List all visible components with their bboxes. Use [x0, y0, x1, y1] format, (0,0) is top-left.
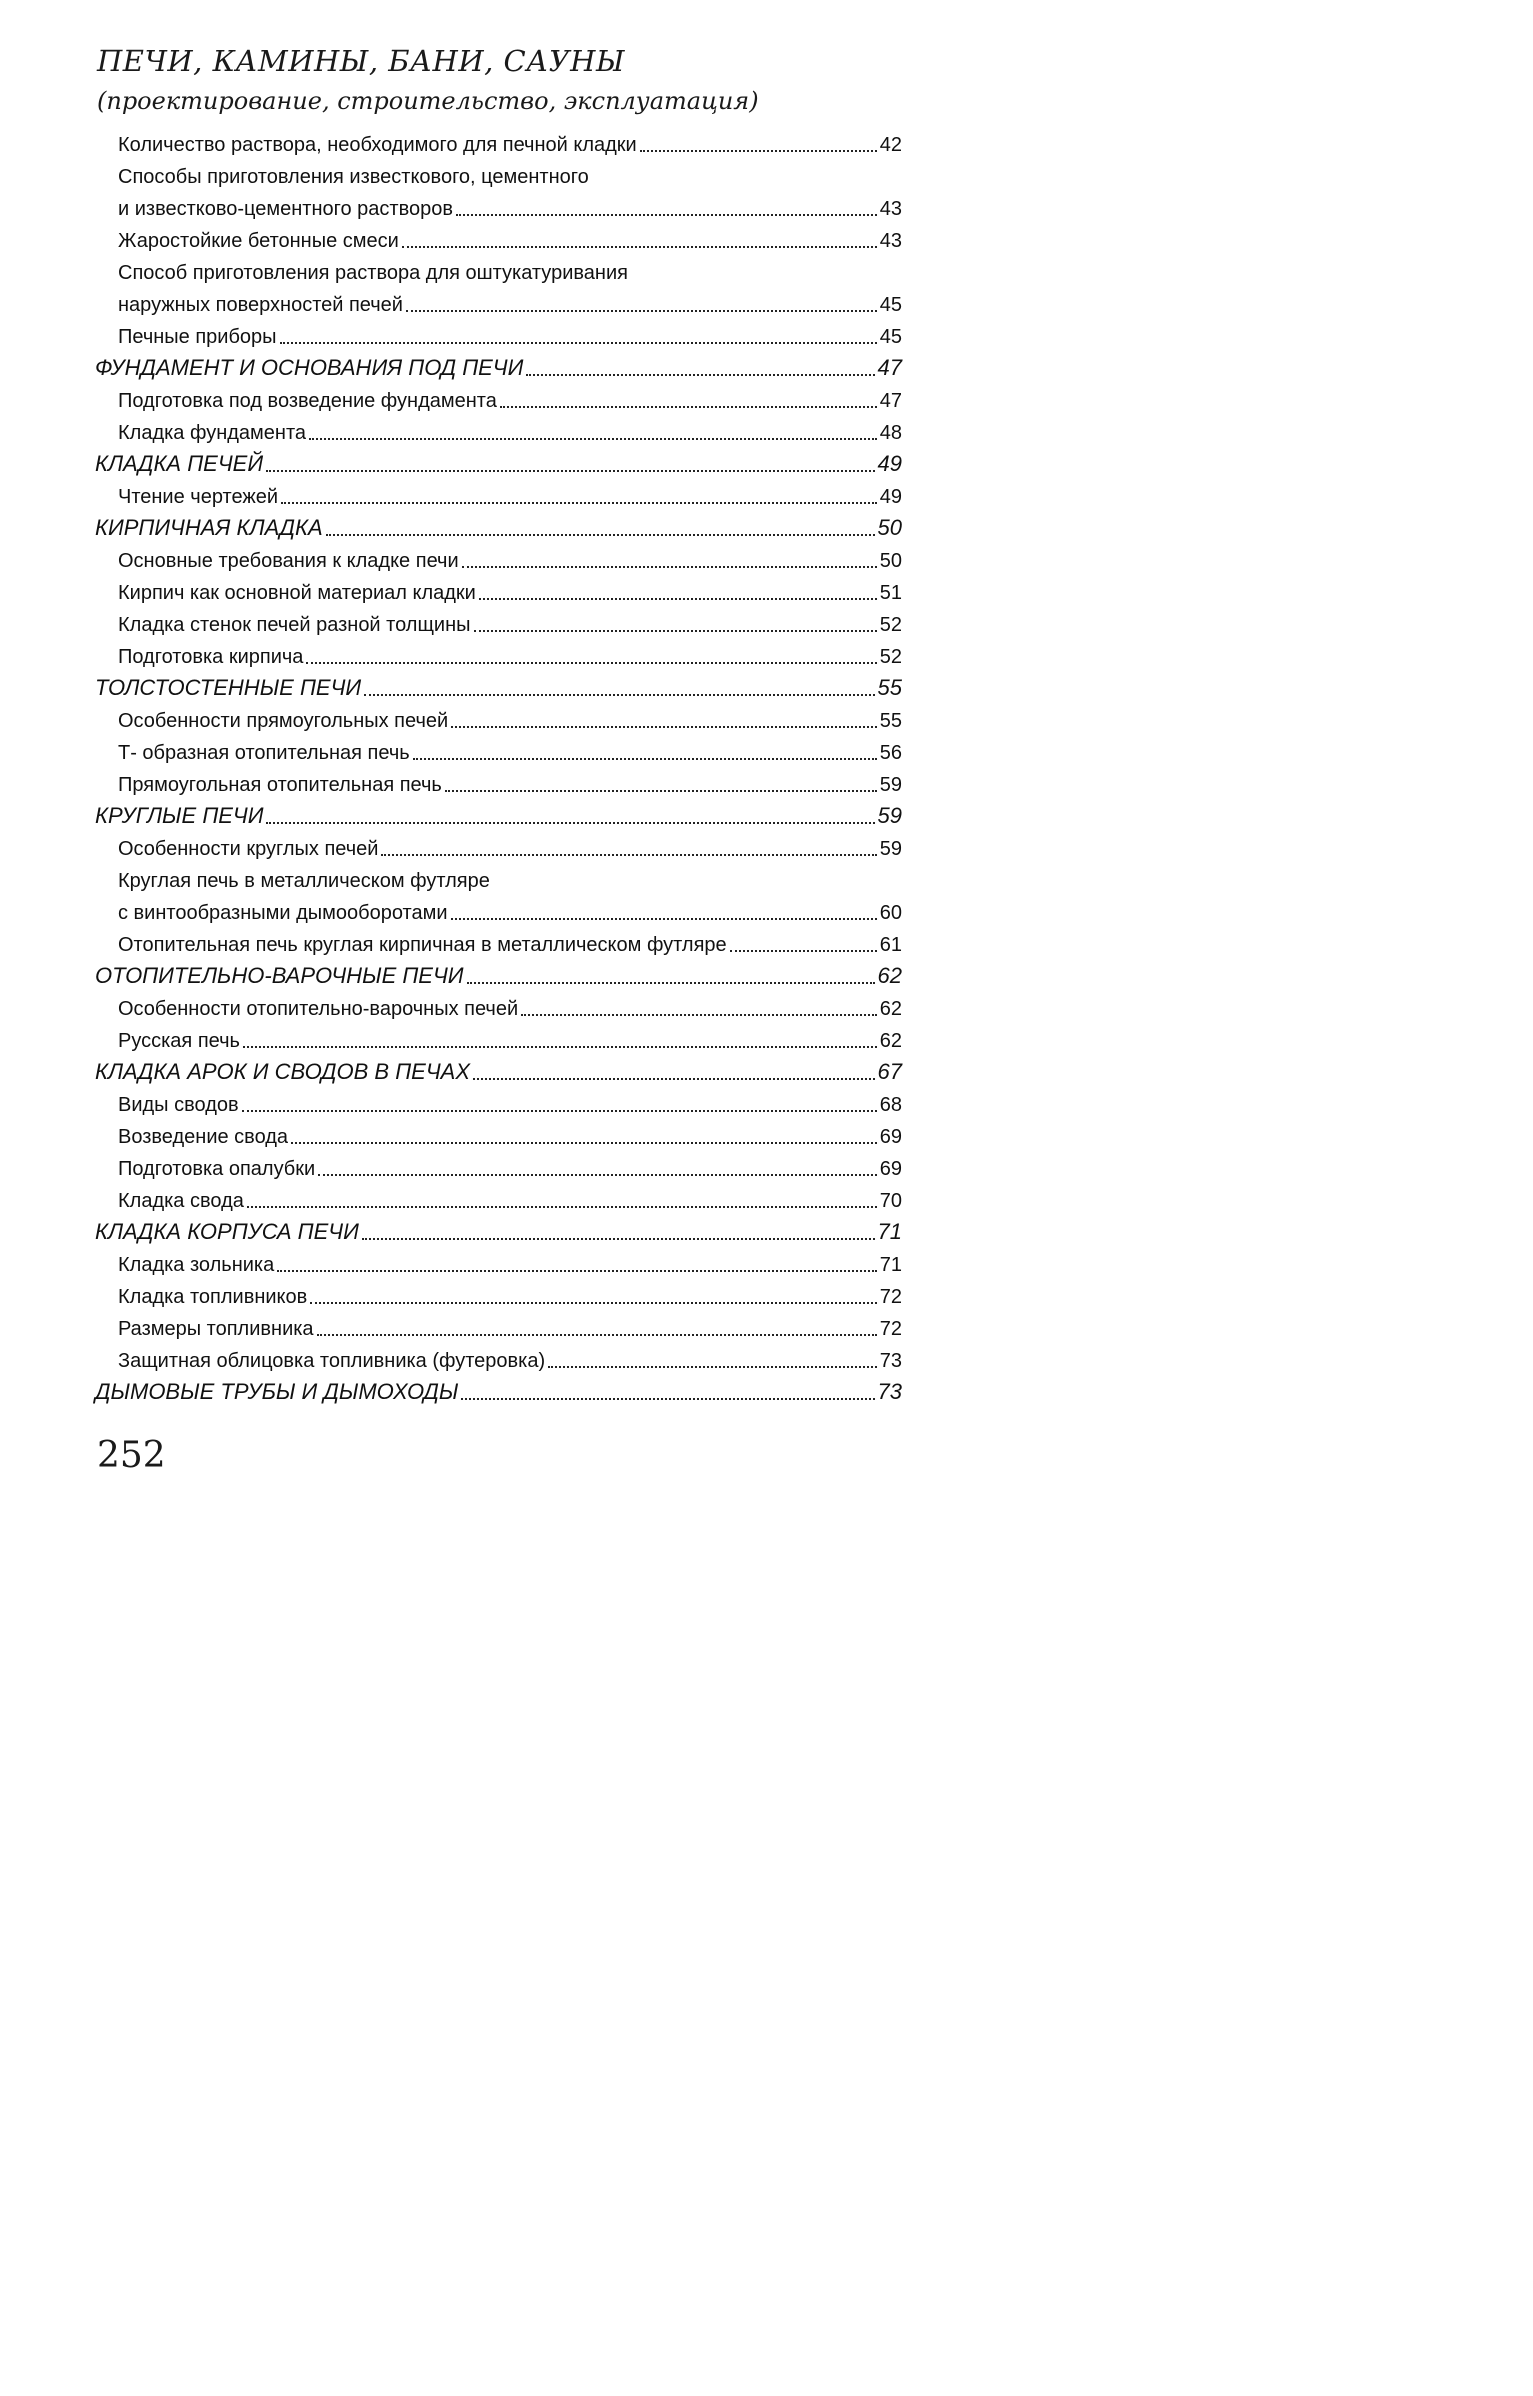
toc-entry-title: Особенности прямоугольных печей — [118, 710, 449, 732]
dot-leader — [309, 438, 877, 440]
dot-leader — [318, 1174, 877, 1176]
toc-section — [0, 1217, 993, 1249]
toc-entry — [0, 1313, 993, 1345]
table-of-contents — [0, 129, 993, 1409]
toc-entry-title: Круглая печь в металлическом футляре — [118, 870, 490, 892]
dot-leader — [413, 758, 877, 760]
dot-leader — [281, 502, 877, 504]
dot-leader — [500, 406, 877, 408]
toc-entry-title: Количество раствора, необходимого для печной кладки — [118, 134, 637, 156]
dot-leader — [473, 1078, 875, 1080]
dot-leader — [730, 950, 877, 952]
toc-entry — [0, 417, 993, 449]
toc-section — [0, 801, 993, 833]
toc-entry-title: Защитная облицовка топливника (футеровка) — [118, 1350, 546, 1372]
dot-leader — [402, 246, 877, 248]
toc-entry-page: 50 — [877, 515, 902, 540]
dot-leader — [451, 918, 877, 920]
toc-entry — [0, 129, 993, 161]
toc-entry-page: 61 — [879, 934, 902, 956]
toc-entry-page: 62 — [877, 963, 902, 988]
toc-entry-title: Способы приготовления известкового, цементного — [118, 166, 589, 188]
toc-section — [0, 513, 993, 545]
toc-entry-title: КРУГЛЫЕ ПЕЧИ — [95, 803, 264, 828]
toc-entry-title: ТОЛСТОСТЕННЫЕ ПЕЧИ — [95, 675, 362, 700]
dot-leader — [243, 1046, 877, 1048]
dot-leader — [247, 1206, 877, 1208]
dot-leader — [526, 374, 874, 376]
toc-entry-title: Особенности круглых печей — [118, 838, 379, 860]
dot-leader — [306, 662, 876, 664]
toc-entry-page: 69 — [879, 1126, 902, 1148]
toc-entry — [0, 225, 993, 257]
toc-entry — [0, 833, 993, 865]
dot-leader — [456, 214, 877, 216]
dot-leader — [406, 310, 877, 312]
toc-entry-continued — [0, 257, 993, 289]
toc-entry — [0, 1281, 993, 1313]
toc-entry-page: 72 — [879, 1318, 902, 1340]
toc-entry — [0, 289, 993, 321]
dot-leader — [640, 150, 877, 152]
dot-leader — [242, 1110, 877, 1112]
toc-entry-title: Прямоугольная отопительная печь — [118, 774, 442, 796]
toc-entry-title: КИРПИЧНАЯ КЛАДКА — [95, 515, 323, 540]
toc-entry — [0, 1025, 993, 1057]
toc-section — [0, 673, 993, 705]
dot-leader — [467, 982, 875, 984]
dot-leader — [326, 534, 875, 536]
toc-entry-title: Способ приготовления раствора для оштукатуривания — [118, 262, 628, 284]
toc-entry — [0, 929, 993, 961]
toc-entry-title: Кладка топливников — [118, 1286, 308, 1308]
toc-entry-page: 59 — [879, 774, 902, 796]
toc-entry-page: 62 — [879, 1030, 902, 1052]
toc-entry-title: ОТОПИТЕЛЬНО-ВАРОЧНЫЕ ПЕЧИ — [95, 963, 464, 988]
dot-leader — [291, 1142, 877, 1144]
toc-entry-page: 60 — [879, 902, 902, 924]
toc-entry-page: 49 — [877, 451, 902, 476]
toc-entry-title: Чтение чертежей — [118, 486, 279, 508]
toc-entry-page: 45 — [879, 294, 902, 316]
toc-section — [0, 353, 993, 385]
dot-leader — [310, 1302, 876, 1304]
toc-entry-title: Печные приборы — [118, 326, 277, 348]
toc-entry-title: наружных поверхностей печей — [118, 294, 403, 316]
toc-entry-page: 47 — [879, 390, 902, 412]
toc-entry-page: 59 — [879, 838, 902, 860]
toc-section — [0, 449, 993, 481]
toc-entry — [0, 609, 993, 641]
toc-entry-title: Особенности отопительно-варочных печей — [118, 998, 519, 1020]
running-head-subtitle: (проектирование, строительство, эксплуатация) — [97, 87, 759, 115]
toc-entry-title: Кладка зольника — [118, 1254, 275, 1276]
dot-leader — [474, 630, 877, 632]
toc-section — [0, 1057, 993, 1089]
page-number: 252 — [97, 1435, 166, 1476]
toc-entry-title: с винтообразными дымооборотами — [118, 902, 448, 924]
toc-entry-page: 56 — [879, 742, 902, 764]
toc-entry-page: 73 — [879, 1350, 902, 1372]
toc-entry-title: Т- образная отопительная печь — [118, 742, 410, 764]
toc-entry — [0, 897, 993, 929]
toc-entry — [0, 1185, 993, 1217]
toc-entry-continued — [0, 865, 993, 897]
toc-entry-title: Подготовка под возведение фундамента — [118, 390, 497, 412]
dot-leader — [266, 470, 874, 472]
toc-entry — [0, 545, 993, 577]
toc-entry-page: 49 — [879, 486, 902, 508]
running-head-title: ПЕЧИ, КАМИНЫ, БАНИ, САУНЫ — [97, 44, 625, 78]
toc-entry-title: ДЫМОВЫЕ ТРУБЫ И ДЫМОХОДЫ — [95, 1379, 459, 1404]
toc-entry — [0, 577, 993, 609]
toc-entry — [0, 705, 993, 737]
toc-entry-page: 43 — [879, 198, 902, 220]
toc-entry — [0, 321, 993, 353]
toc-entry-page: 52 — [879, 614, 902, 636]
toc-entry-page: 73 — [877, 1379, 902, 1404]
toc-entry — [0, 193, 993, 225]
toc-entry — [0, 641, 993, 673]
toc-entry-title: Размеры топливника — [118, 1318, 314, 1340]
toc-entry-title: и известково-цементного растворов — [118, 198, 453, 220]
toc-entry-page: 43 — [879, 230, 902, 252]
toc-entry-page: 69 — [879, 1158, 902, 1180]
toc-entry — [0, 385, 993, 417]
toc-entry — [0, 1153, 993, 1185]
toc-entry-title: Кладка фундамента — [118, 422, 307, 444]
toc-entry-title: Возведение свода — [118, 1126, 289, 1148]
toc-entry-title: Кладка стенок печей разной толщины — [118, 614, 471, 636]
toc-entry — [0, 481, 993, 513]
toc-entry-title: Жаростойкие бетонные смеси — [118, 230, 399, 252]
dot-leader — [521, 1014, 877, 1016]
toc-entry — [0, 1345, 993, 1377]
toc-entry-page: 71 — [877, 1219, 902, 1244]
toc-entry-page: 47 — [877, 355, 902, 380]
toc-entry-page: 70 — [879, 1190, 902, 1212]
dot-leader — [277, 1270, 877, 1272]
toc-entry-page: 50 — [879, 550, 902, 572]
toc-entry-page: 55 — [877, 675, 902, 700]
toc-entry-title: Русская печь — [118, 1030, 240, 1052]
toc-entry — [0, 993, 993, 1025]
toc-entry-title: КЛАДКА АРОК И СВОДОВ В ПЕЧАХ — [95, 1059, 470, 1084]
toc-entry-page: 51 — [879, 582, 902, 604]
toc-entry-page: 45 — [879, 326, 902, 348]
toc-section — [0, 1377, 993, 1409]
dot-leader — [280, 342, 877, 344]
toc-entry-page: 48 — [879, 422, 902, 444]
toc-entry-title: Кладка свода — [118, 1190, 244, 1212]
toc-entry — [0, 1249, 993, 1281]
toc-entry-page: 72 — [879, 1286, 902, 1308]
toc-entry — [0, 737, 993, 769]
toc-entry — [0, 769, 993, 801]
dot-leader — [479, 598, 877, 600]
dot-leader — [462, 566, 877, 568]
book-page — [0, 0, 993, 1533]
toc-entry-title: Виды сводов — [118, 1094, 239, 1116]
dot-leader — [362, 1238, 875, 1240]
toc-entry-title: ФУНДАМЕНТ И ОСНОВАНИЯ ПОД ПЕЧИ — [95, 355, 524, 380]
toc-section — [0, 961, 993, 993]
dot-leader — [381, 854, 876, 856]
dot-leader — [451, 726, 877, 728]
dot-leader — [445, 790, 877, 792]
toc-entry-title: Основные требования к кладке печи — [118, 550, 459, 572]
toc-entry-page: 62 — [879, 998, 902, 1020]
dot-leader — [461, 1398, 874, 1400]
toc-entry-title: Кирпич как основной материал кладки — [118, 582, 476, 604]
toc-entry-title: КЛАДКА ПЕЧЕЙ — [95, 451, 264, 476]
toc-entry-page: 42 — [879, 134, 902, 156]
toc-entry-title: КЛАДКА КОРПУСА ПЕЧИ — [95, 1219, 359, 1244]
toc-entry-page: 55 — [879, 710, 902, 732]
toc-entry-page: 71 — [879, 1254, 902, 1276]
toc-entry-page: 59 — [877, 803, 902, 828]
toc-entry-page: 67 — [877, 1059, 902, 1084]
toc-entry-page: 52 — [879, 646, 902, 668]
toc-entry-title: Отопительная печь круглая кирпичная в металлическом футляре — [118, 934, 727, 956]
toc-entry-title: Подготовка кирпича — [118, 646, 304, 668]
dot-leader — [548, 1366, 877, 1368]
toc-entry — [0, 1121, 993, 1153]
toc-entry — [0, 1089, 993, 1121]
toc-entry-title: Подготовка опалубки — [118, 1158, 316, 1180]
dot-leader — [317, 1334, 877, 1336]
toc-entry-continued — [0, 161, 993, 193]
toc-entry-page: 68 — [879, 1094, 902, 1116]
dot-leader — [266, 822, 874, 824]
dot-leader — [364, 694, 874, 696]
